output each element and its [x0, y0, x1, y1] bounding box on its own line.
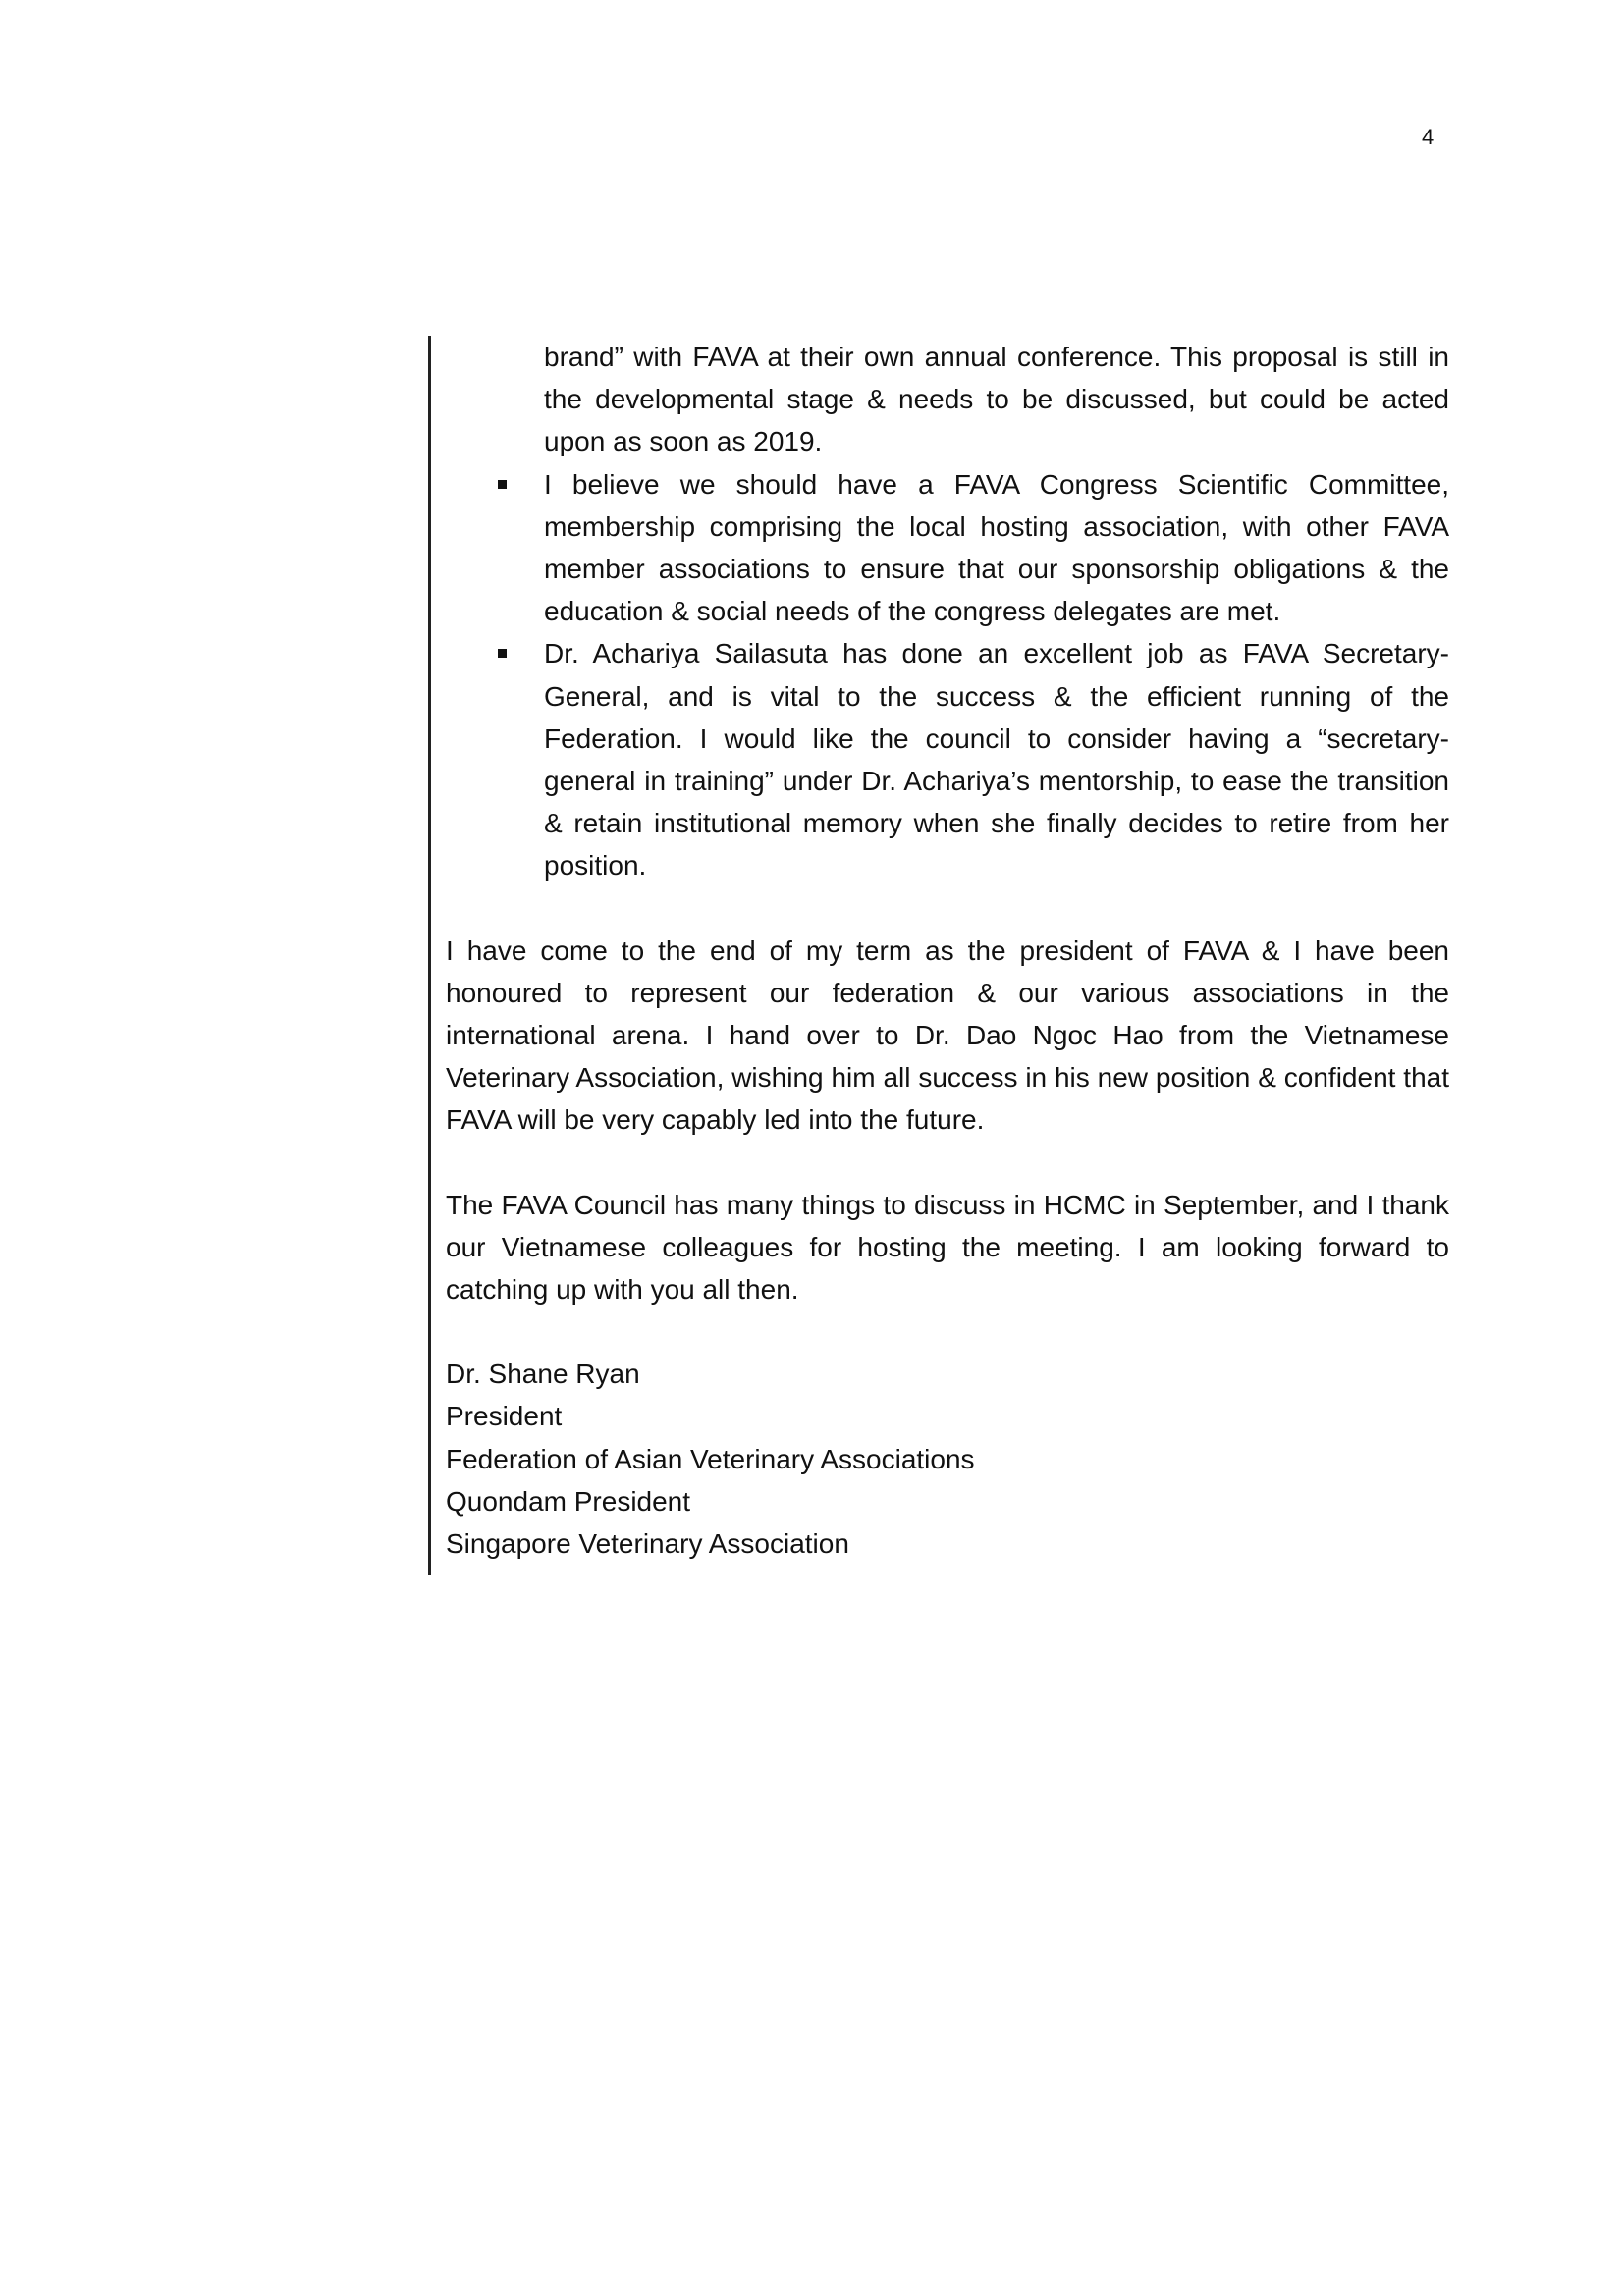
square-bullet-icon	[498, 649, 507, 658]
signature-block	[446, 1353, 1449, 1565]
document-body	[446, 336, 1449, 1565]
continuation-paragraph: brand” with FAVA at their own annual conference. This proposal is still in the developmental stage & needs to be discussed, but could be acted upon as soon as 2019.	[544, 342, 1449, 457]
signatory-title: President	[446, 1401, 563, 1432]
signatory-organization: Federation of Asian Veterinary Associations	[446, 1443, 975, 1474]
bullet-text: Dr. Achariya Sailasuta has done an excellent job as FAVA Secretary-General, and is vital to the success & the efficient running of the Federation. I would like the council to consider having a “secretary-general in training” under Dr. Achariya’s mentorship, to ease the transition & retain institutional memory when she finally decides to retire from her position.	[544, 638, 1449, 881]
page-number: 4	[1422, 125, 1435, 149]
closing-paragraph-term: I have come to the end of my term as the president of FAVA & I have been honoured to represent our federation & our various associations in the international arena. I hand over to Dr. Dao Ngoc Hao from the Vietnamese Veterinary Association, wishing him all success in his new position & confident that FAVA will be very capably led into the future.	[446, 934, 1449, 1136]
margin-change-bar	[428, 336, 431, 1575]
closing-paragraph-council: The FAVA Council has many things to discuss in HCMC in September, and I thank our Vietnamese colleagues for hosting the meeting. I am looking forward to catching up with you all then.	[446, 1189, 1449, 1306]
signatory-organization-2: Singapore Veterinary Association	[446, 1528, 849, 1560]
list-item	[446, 463, 1449, 633]
bullet-text: I believe we should have a FAVA Congress Scientific Committee, membership comprising the local hosting association, with other FAVA member associations to ensure that our sponsorship obligations & the education & social needs of the congress delegates are met.	[544, 468, 1449, 627]
list-item	[446, 632, 1449, 886]
bullet-list	[446, 463, 1449, 887]
square-bullet-icon	[498, 480, 507, 489]
signatory-title-2: Quondam President	[446, 1485, 691, 1517]
signatory-name: Dr. Shane Ryan	[446, 1359, 640, 1390]
